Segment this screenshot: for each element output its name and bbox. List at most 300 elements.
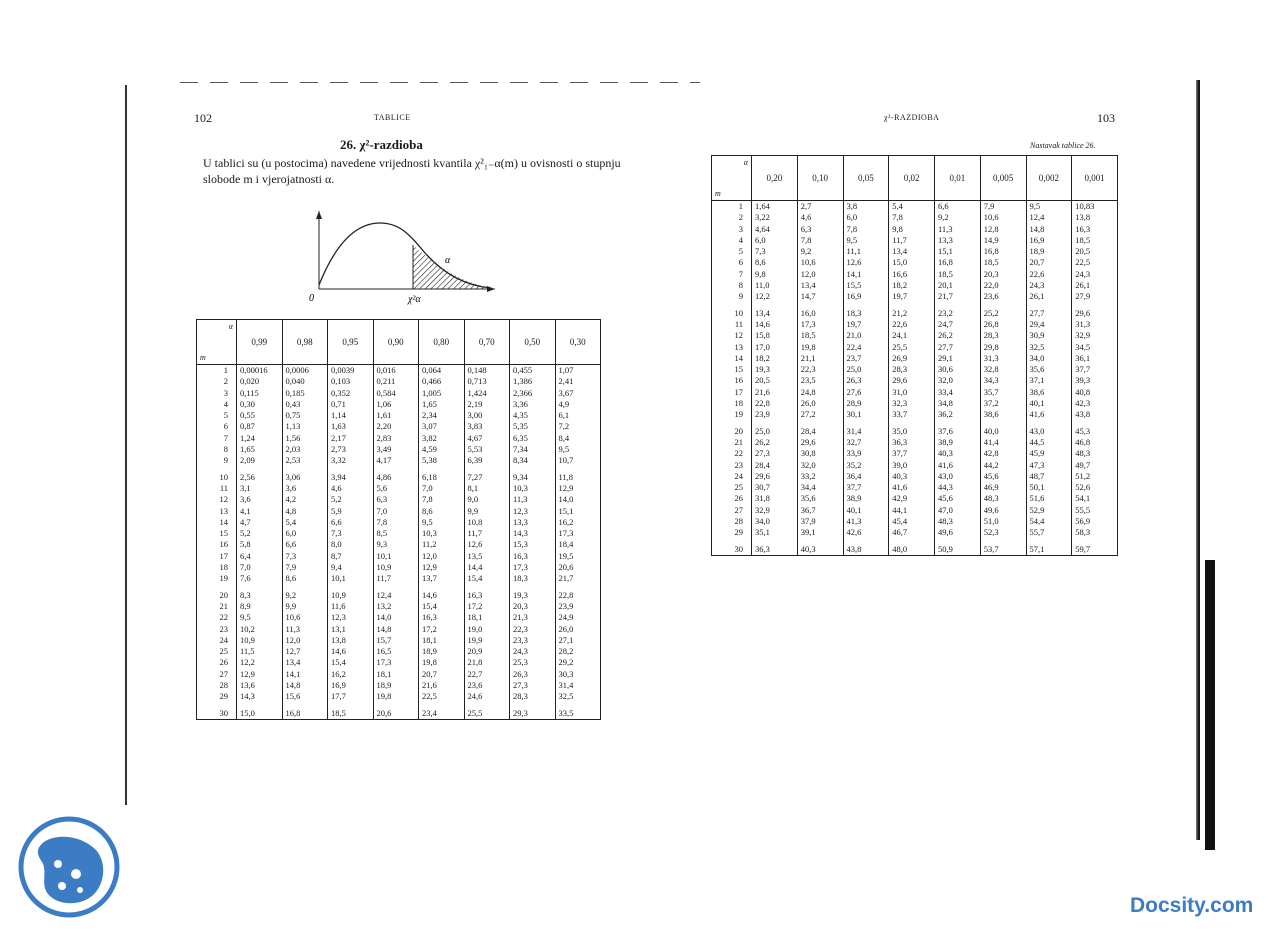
degrees-of-freedom-cell: 19 xyxy=(197,573,237,584)
quantile-cell: 2,83 xyxy=(373,433,419,444)
quantile-cell: 14,1 xyxy=(843,269,889,280)
quantile-cell: 33,9 xyxy=(843,448,889,459)
quantile-cell: 16,8 xyxy=(980,246,1026,257)
quantile-cell: 3,00 xyxy=(464,410,510,421)
quantile-cell: 27,6 xyxy=(843,387,889,398)
quantile-cell: 1,07 xyxy=(555,365,601,377)
quantile-cell: 7,8 xyxy=(373,517,419,528)
quantile-cell: 21,3 xyxy=(510,612,556,623)
quantile-cell: 48,7 xyxy=(1026,471,1072,482)
quantile-cell: 25,0 xyxy=(843,364,889,375)
quantile-cell: 18,5 xyxy=(328,703,374,720)
quantile-cell: 0,75 xyxy=(282,410,328,421)
quantile-cell: 12,4 xyxy=(1026,212,1072,223)
quantile-cell: 29,2 xyxy=(555,657,601,668)
quantile-cell: 36,2 xyxy=(935,409,981,420)
quantile-cell: 21,1 xyxy=(797,353,843,364)
quantile-cell: 45,4 xyxy=(889,516,935,527)
quantile-cell: 3,36 xyxy=(510,399,556,410)
quantile-cell: 26,8 xyxy=(980,319,1026,330)
quantile-cell: 21,6 xyxy=(752,387,798,398)
quantile-cell: 16,0 xyxy=(797,303,843,319)
quantile-cell: 21,7 xyxy=(555,573,601,584)
table-row xyxy=(712,421,1118,437)
quantile-cell: 8,6 xyxy=(419,506,465,517)
quantile-cell: 15,3 xyxy=(510,539,556,550)
quantile-cell: 10,6 xyxy=(797,257,843,268)
degrees-of-freedom-cell: 15 xyxy=(197,528,237,539)
quantile-cell: 38,9 xyxy=(935,437,981,448)
column-header: 0,05 xyxy=(843,156,889,201)
quantile-cell: 22,4 xyxy=(843,342,889,353)
quantile-cell: 3,67 xyxy=(555,388,601,399)
quantile-cell: 12,0 xyxy=(282,635,328,646)
table-row xyxy=(197,388,601,399)
quantile-cell: 18,2 xyxy=(889,280,935,291)
quantile-cell: 24,6 xyxy=(464,691,510,702)
quantile-cell: 0,064 xyxy=(419,365,465,377)
quantile-cell: 23,6 xyxy=(980,291,1026,302)
quantile-cell: 7,9 xyxy=(282,562,328,573)
column-header: 0,005 xyxy=(980,156,1026,201)
quantile-cell: 2,17 xyxy=(328,433,374,444)
quantile-cell: 10,83 xyxy=(1072,201,1118,213)
quantile-cell: 2,56 xyxy=(237,467,283,483)
quantile-cell: 1,13 xyxy=(282,421,328,432)
quantile-cell: 29,4 xyxy=(1026,319,1072,330)
quantile-cell: 14,7 xyxy=(797,291,843,302)
quantile-cell: 12,0 xyxy=(419,551,465,562)
quantile-cell: 41,6 xyxy=(889,482,935,493)
quantile-cell: 22,8 xyxy=(752,398,798,409)
quantile-cell: 38,6 xyxy=(980,409,1026,420)
quantile-cell: 34,5 xyxy=(1072,342,1118,353)
quantile-cell: 36,3 xyxy=(752,539,798,556)
degrees-of-freedom-cell: 8 xyxy=(712,280,752,291)
table-row xyxy=(712,303,1118,319)
quantile-cell: 9,2 xyxy=(935,212,981,223)
quantile-cell: 13,7 xyxy=(419,573,465,584)
quantile-cell: 41,6 xyxy=(1026,409,1072,420)
quantile-cell: 49,6 xyxy=(980,505,1026,516)
degrees-of-freedom-cell: 12 xyxy=(712,330,752,341)
corner-alpha: α xyxy=(228,322,233,331)
table-row xyxy=(712,319,1118,330)
quantile-cell: 47,3 xyxy=(1026,460,1072,471)
column-header: 0,70 xyxy=(464,320,510,365)
table-row xyxy=(197,421,601,432)
quantile-cell: 28,3 xyxy=(889,364,935,375)
quantile-cell: 34,4 xyxy=(797,482,843,493)
quantile-cell: 44,2 xyxy=(980,460,1026,471)
quantile-cell: 28,3 xyxy=(980,330,1026,341)
quantile-cell: 25,0 xyxy=(752,421,798,437)
quantile-cell: 9,5 xyxy=(555,444,601,455)
quantile-cell: 21,8 xyxy=(464,657,510,668)
quantile-cell: 9,5 xyxy=(1026,201,1072,213)
quantile-cell: 1,65 xyxy=(419,399,465,410)
column-header: 0,30 xyxy=(555,320,601,365)
quantile-cell: 20,3 xyxy=(510,601,556,612)
quantile-cell: 20,9 xyxy=(464,646,510,657)
quantile-cell: 7,3 xyxy=(282,551,328,562)
quantile-cell: 48,3 xyxy=(935,516,981,527)
quantile-cell: 13,4 xyxy=(282,657,328,668)
quantile-cell: 18,9 xyxy=(373,680,419,691)
quantile-cell: 32,7 xyxy=(843,437,889,448)
quantile-cell: 26,1 xyxy=(1026,291,1072,302)
quantile-cell: 11,1 xyxy=(843,246,889,257)
quantile-cell: 15,0 xyxy=(237,703,283,720)
corner-cell xyxy=(197,320,237,365)
quantile-cell: 3,82 xyxy=(419,433,465,444)
quantile-cell: 30,3 xyxy=(555,669,601,680)
table-row xyxy=(712,353,1118,364)
table-row xyxy=(712,235,1118,246)
quantile-cell: 42,8 xyxy=(980,448,1026,459)
degrees-of-freedom-cell: 9 xyxy=(712,291,752,302)
quantile-cell: 16,6 xyxy=(889,269,935,280)
table-row xyxy=(712,330,1118,341)
left-page-edge xyxy=(125,85,127,805)
quantile-cell: 22,3 xyxy=(797,364,843,375)
table-row xyxy=(197,455,601,466)
quantile-cell: 22,0 xyxy=(980,280,1026,291)
right-page-edge xyxy=(1196,80,1200,840)
quantile-cell: 4,67 xyxy=(464,433,510,444)
quantile-cell: 29,3 xyxy=(510,703,556,720)
quantile-cell: 5,53 xyxy=(464,444,510,455)
quantile-cell: 19,7 xyxy=(843,319,889,330)
quantile-cell: 15,7 xyxy=(373,635,419,646)
quantile-cell: 52,6 xyxy=(1072,482,1118,493)
quantile-cell: 14,6 xyxy=(328,646,374,657)
degrees-of-freedom-cell: 26 xyxy=(712,493,752,504)
quantile-cell: 2,20 xyxy=(373,421,419,432)
quantile-cell: 23,4 xyxy=(419,703,465,720)
quantile-cell: 0,352 xyxy=(328,388,374,399)
quantile-cell: 13,8 xyxy=(1072,212,1118,223)
corner-m: m xyxy=(200,353,206,362)
quantile-cell: 0,71 xyxy=(328,399,374,410)
quantile-cell: 14,8 xyxy=(1026,224,1072,235)
quantile-cell: 9,8 xyxy=(889,224,935,235)
quantile-cell: 16,3 xyxy=(464,585,510,601)
degrees-of-freedom-cell: 19 xyxy=(712,409,752,420)
figure-quantile-label: χ²α xyxy=(408,294,421,305)
quantile-cell: 10,1 xyxy=(373,551,419,562)
quantile-cell: 13,3 xyxy=(935,235,981,246)
table-row xyxy=(197,612,601,623)
quantile-cell: 0,0006 xyxy=(282,365,328,377)
quantile-cell: 14,0 xyxy=(555,494,601,505)
quantile-cell: 32,9 xyxy=(1072,330,1118,341)
table-row xyxy=(712,460,1118,471)
quantile-cell: 1,63 xyxy=(328,421,374,432)
quantile-cell: 50,1 xyxy=(1026,482,1072,493)
quantile-cell: 4,1 xyxy=(237,506,283,517)
quantile-cell: 32,3 xyxy=(889,398,935,409)
degrees-of-freedom-cell: 4 xyxy=(197,399,237,410)
degrees-of-freedom-cell: 2 xyxy=(197,376,237,387)
quantile-cell: 4,17 xyxy=(373,455,419,466)
quantile-cell: 18,1 xyxy=(464,612,510,623)
table-row xyxy=(197,551,601,562)
quantile-cell: 4,59 xyxy=(419,444,465,455)
quantile-cell: 34,8 xyxy=(935,398,981,409)
quantile-cell: 59,7 xyxy=(1072,539,1118,556)
quantile-cell: 40,3 xyxy=(889,471,935,482)
quantile-cell: 34,3 xyxy=(980,375,1026,386)
quantile-cell: 49,7 xyxy=(1072,460,1118,471)
degrees-of-freedom-cell: 4 xyxy=(712,235,752,246)
quantile-cell: 26,2 xyxy=(752,437,798,448)
degrees-of-freedom-cell: 11 xyxy=(197,483,237,494)
quantile-cell: 7,8 xyxy=(419,494,465,505)
degrees-of-freedom-cell: 3 xyxy=(197,388,237,399)
table-row xyxy=(712,482,1118,493)
quantile-cell: 5,4 xyxy=(282,517,328,528)
degrees-of-freedom-cell: 23 xyxy=(712,460,752,471)
table-row xyxy=(197,635,601,646)
quantile-cell: 6,1 xyxy=(555,410,601,421)
degrees-of-freedom-cell: 18 xyxy=(197,562,237,573)
table-row xyxy=(712,409,1118,420)
quantile-cell: 13,3 xyxy=(510,517,556,528)
quantile-cell: 51,0 xyxy=(980,516,1026,527)
degrees-of-freedom-cell: 27 xyxy=(197,669,237,680)
chi-square-table-right xyxy=(711,155,1118,556)
quantile-cell: 5,2 xyxy=(237,528,283,539)
quantile-cell: 0,00016 xyxy=(237,365,283,377)
degrees-of-freedom-cell: 16 xyxy=(197,539,237,550)
quantile-cell: 6,0 xyxy=(282,528,328,539)
quantile-cell: 49,6 xyxy=(935,527,981,538)
quantile-cell: 14,1 xyxy=(282,669,328,680)
quantile-cell: 18,2 xyxy=(752,353,798,364)
quantile-cell: 41,3 xyxy=(843,516,889,527)
quantile-cell: 9,9 xyxy=(282,601,328,612)
quantile-cell: 41,4 xyxy=(980,437,1026,448)
degrees-of-freedom-cell: 9 xyxy=(197,455,237,466)
quantile-cell: 50,9 xyxy=(935,539,981,556)
quantile-cell: 9,3 xyxy=(373,539,419,550)
quantile-cell: 51,6 xyxy=(1026,493,1072,504)
table-row xyxy=(197,539,601,550)
figure-origin-label: 0 xyxy=(309,293,314,304)
quantile-cell: 27,7 xyxy=(1026,303,1072,319)
quantile-cell: 52,9 xyxy=(1026,505,1072,516)
quantile-cell: 40,0 xyxy=(980,421,1026,437)
quantile-cell: 17,3 xyxy=(555,528,601,539)
quantile-cell: 33,4 xyxy=(935,387,981,398)
column-header: 0,02 xyxy=(889,156,935,201)
column-header: 0,002 xyxy=(1026,156,1072,201)
quantile-cell: 18,5 xyxy=(980,257,1026,268)
quantile-cell: 16,9 xyxy=(328,680,374,691)
docsity-watermark: Docsity.com xyxy=(1130,894,1254,917)
column-header: 0,001 xyxy=(1072,156,1118,201)
degrees-of-freedom-cell: 15 xyxy=(712,364,752,375)
degrees-of-freedom-cell: 6 xyxy=(197,421,237,432)
quantile-cell: 10,1 xyxy=(328,573,374,584)
quantile-cell: 22,3 xyxy=(510,624,556,635)
corner-cell xyxy=(712,156,752,201)
quantile-cell: 1,14 xyxy=(328,410,374,421)
degrees-of-freedom-cell: 13 xyxy=(197,506,237,517)
table-row xyxy=(712,212,1118,223)
quantile-cell: 8,34 xyxy=(510,455,556,466)
quantile-cell: 10,3 xyxy=(419,528,465,539)
table-row xyxy=(197,399,601,410)
quantile-cell: 6,4 xyxy=(237,551,283,562)
quantile-cell: 15,5 xyxy=(843,280,889,291)
degrees-of-freedom-cell: 10 xyxy=(712,303,752,319)
quantile-cell: 15,4 xyxy=(328,657,374,668)
quantile-cell: 15,4 xyxy=(464,573,510,584)
table-row xyxy=(197,691,601,702)
degrees-of-freedom-cell: 29 xyxy=(712,527,752,538)
table-row xyxy=(197,624,601,635)
table-row xyxy=(712,375,1118,386)
quantile-cell: 24,3 xyxy=(1026,280,1072,291)
quantile-cell: 55,5 xyxy=(1072,505,1118,516)
quantile-cell: 9,8 xyxy=(752,269,798,280)
quantile-cell: 46,9 xyxy=(980,482,1026,493)
quantile-cell: 18,1 xyxy=(419,635,465,646)
quantile-cell: 5,38 xyxy=(419,455,465,466)
quantile-cell: 25,3 xyxy=(510,657,556,668)
table-row xyxy=(197,703,601,720)
quantile-cell: 43,0 xyxy=(1026,421,1072,437)
quantile-cell: 4,35 xyxy=(510,410,556,421)
quantile-cell: 53,7 xyxy=(980,539,1026,556)
quantile-cell: 25,5 xyxy=(889,342,935,353)
quantile-cell: 1,005 xyxy=(419,388,465,399)
quantile-cell: 8,9 xyxy=(237,601,283,612)
quantile-cell: 11,3 xyxy=(935,224,981,235)
quantile-cell: 31,4 xyxy=(843,421,889,437)
corner-m: m xyxy=(715,189,721,198)
quantile-cell: 23,6 xyxy=(464,680,510,691)
quantile-cell: 3,94 xyxy=(328,467,374,483)
degrees-of-freedom-cell: 24 xyxy=(712,471,752,482)
quantile-cell: 16,5 xyxy=(373,646,419,657)
table-row xyxy=(197,562,601,573)
quantile-cell: 1,424 xyxy=(464,388,510,399)
quantile-cell: 9,5 xyxy=(419,517,465,528)
quantile-cell: 0,30 xyxy=(237,399,283,410)
quantile-cell: 21,7 xyxy=(935,291,981,302)
degrees-of-freedom-cell: 25 xyxy=(197,646,237,657)
table-row xyxy=(197,528,601,539)
quantile-cell: 2,366 xyxy=(510,388,556,399)
quantile-cell: 44,3 xyxy=(935,482,981,493)
quantile-cell: 10,2 xyxy=(237,624,283,635)
quantile-cell: 39,3 xyxy=(1072,375,1118,386)
quantile-cell: 32,0 xyxy=(797,460,843,471)
quantile-cell: 12,0 xyxy=(797,269,843,280)
column-header: 0,99 xyxy=(237,320,283,365)
quantile-cell: 54,1 xyxy=(1072,493,1118,504)
quantile-cell: 18,5 xyxy=(935,269,981,280)
quantile-cell: 8,5 xyxy=(373,528,419,539)
quantile-cell: 12,9 xyxy=(237,669,283,680)
quantile-cell: 15,1 xyxy=(555,506,601,517)
quantile-cell: 42,6 xyxy=(843,527,889,538)
quantile-cell: 6,18 xyxy=(419,467,465,483)
table-row xyxy=(197,646,601,657)
quantile-cell: 6,6 xyxy=(328,517,374,528)
quantile-cell: 14,9 xyxy=(980,235,1026,246)
quantile-cell: 37,7 xyxy=(889,448,935,459)
quantile-cell: 2,41 xyxy=(555,376,601,387)
quantile-cell: 5,9 xyxy=(328,506,374,517)
quantile-cell: 24,8 xyxy=(797,387,843,398)
quantile-cell: 3,22 xyxy=(752,212,798,223)
quantile-cell: 24,3 xyxy=(510,646,556,657)
quantile-cell: 45,9 xyxy=(1026,448,1072,459)
degrees-of-freedom-cell: 27 xyxy=(712,505,752,516)
quantile-cell: 13,6 xyxy=(237,680,283,691)
quantile-cell: 27,3 xyxy=(752,448,798,459)
degrees-of-freedom-cell: 3 xyxy=(712,224,752,235)
quantile-cell: 18,9 xyxy=(419,646,465,657)
quantile-cell: 5,2 xyxy=(328,494,374,505)
degrees-of-freedom-cell: 17 xyxy=(197,551,237,562)
quantile-cell: 26,9 xyxy=(889,353,935,364)
quantile-cell: 12,6 xyxy=(464,539,510,550)
quantile-cell: 27,7 xyxy=(935,342,981,353)
table-row xyxy=(197,467,601,483)
quantile-cell: 14,8 xyxy=(373,624,419,635)
table-row xyxy=(712,280,1118,291)
degrees-of-freedom-cell: 6 xyxy=(712,257,752,268)
quantile-cell: 35,1 xyxy=(752,527,798,538)
degrees-of-freedom-cell: 29 xyxy=(197,691,237,702)
quantile-cell: 31,3 xyxy=(980,353,1026,364)
quantile-cell: 12,3 xyxy=(510,506,556,517)
quantile-cell: 28,4 xyxy=(752,460,798,471)
quantile-cell: 47,0 xyxy=(935,505,981,516)
quantile-cell: 13,5 xyxy=(464,551,510,562)
quantile-cell: 0,455 xyxy=(510,365,556,377)
quantile-cell: 32,9 xyxy=(752,505,798,516)
quantile-cell: 3,8 xyxy=(843,201,889,213)
table-row xyxy=(197,517,601,528)
table-row xyxy=(712,387,1118,398)
quantile-cell: 0,103 xyxy=(328,376,374,387)
quantile-cell: 36,1 xyxy=(1072,353,1118,364)
quantile-cell: 0,020 xyxy=(237,376,283,387)
quantile-cell: 0,115 xyxy=(237,388,283,399)
quantile-cell: 31,8 xyxy=(752,493,798,504)
degrees-of-freedom-cell: 17 xyxy=(712,387,752,398)
right-page-shadow xyxy=(1205,560,1215,850)
quantile-cell: 31,4 xyxy=(555,680,601,691)
quantile-cell: 35,6 xyxy=(1026,364,1072,375)
quantile-cell: 24,7 xyxy=(935,319,981,330)
quantile-cell: 11,3 xyxy=(282,624,328,635)
quantile-cell: 18,5 xyxy=(797,330,843,341)
quantile-cell: 15,0 xyxy=(889,257,935,268)
quantile-cell: 42,3 xyxy=(1072,398,1118,409)
quantile-cell: 37,7 xyxy=(843,482,889,493)
quantile-cell: 9,2 xyxy=(282,585,328,601)
quantile-cell: 12,9 xyxy=(555,483,601,494)
degrees-of-freedom-cell: 21 xyxy=(197,601,237,612)
quantile-cell: 2,7 xyxy=(797,201,843,213)
